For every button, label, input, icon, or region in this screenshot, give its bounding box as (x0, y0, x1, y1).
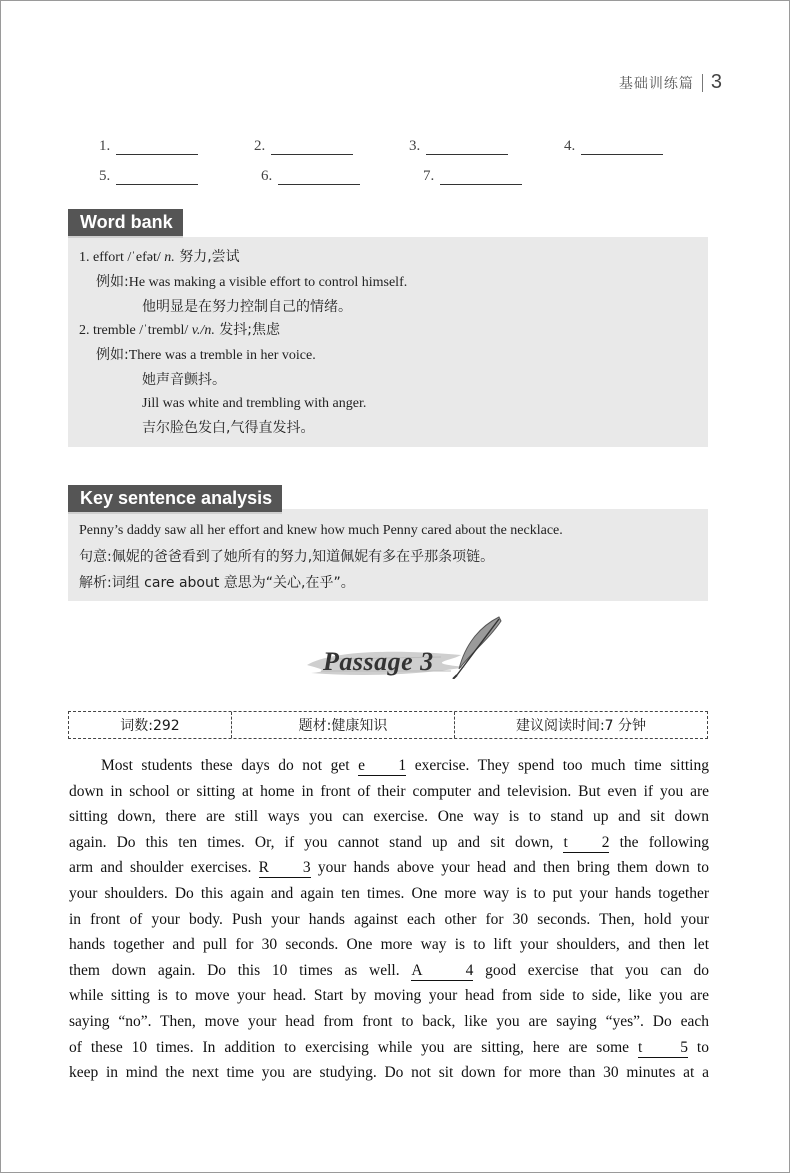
key-sentence: Penny’s daddy saw all her effort and knew how much Penny cared about the necklace. (79, 523, 563, 538)
blank-line[interactable] (278, 170, 360, 185)
passage-text: good exercise that you can do (473, 961, 709, 979)
answer-blank[interactable] (261, 168, 423, 185)
blank-number: 4. (564, 138, 576, 154)
passage-line (69, 958, 709, 984)
passage-text: Most students these days do not get (101, 757, 359, 774)
word-bank-title: Word bank (68, 209, 183, 238)
passage-text: to (687, 1038, 709, 1056)
blank-number: 2. (254, 138, 266, 154)
blank-number: 6. (261, 168, 273, 184)
blank-row (99, 125, 719, 155)
blank-line[interactable] (426, 140, 508, 155)
passage-text: saying “no”. Then, move your head from front to back, like you are saying “yes”. Do each (69, 1012, 709, 1030)
blank-number: 3. (409, 138, 421, 154)
answer-blank[interactable] (564, 138, 719, 155)
passage-text: while sitting is to move your head. Start by moving your head from side to side, like you are (69, 987, 709, 1005)
passage-line (69, 1035, 709, 1061)
passage-text: exercise. They spend too much time sitting (406, 757, 709, 774)
passage-text: keep in mind the next time you are studying. Do not sit down for more than 30 minutes at a (69, 1064, 709, 1082)
passage-text: hands together and pull for 30 seconds. One more way is to lift your shoulders, and then let (69, 936, 709, 954)
example-label: 例如: (96, 274, 129, 290)
passage-text: the following (609, 833, 709, 851)
key-sentence-title: Key sentence analysis (68, 485, 282, 514)
part-of-speech: n. (164, 250, 175, 265)
passage-text: down in school or sitting at home in front of their computer and television. But even if you are (69, 782, 709, 800)
passage-title: Passage 3 (323, 647, 434, 676)
word-entry-tremble (79, 318, 366, 440)
page-number: 3 (710, 71, 723, 93)
example-zh: 她声音颤抖。 (142, 372, 226, 388)
passage-line (69, 881, 709, 907)
gap-fill-blank[interactable]: t 2 (563, 833, 610, 851)
headword: 1. effort /ˈefət/ (79, 250, 165, 265)
blank-number: 7. (423, 168, 435, 184)
passage-line (69, 1009, 709, 1035)
passage-body (69, 753, 709, 1086)
example-en: He was making a visible effort to control himself. (128, 275, 408, 290)
example-en: There was a tremble in her voice. (128, 348, 316, 363)
passage-line (69, 855, 709, 881)
passage-text: sitting down, there are still ways you can exercise. One way is to stand up and sit down (69, 808, 709, 826)
sentence-meaning: 句意:佩妮的爸爸看到了她所有的努力,知道佩妮有多在乎那条项链。 (79, 549, 495, 565)
gap-fill-blank[interactable]: e 1 (358, 757, 407, 774)
passage-text: in front of your body. Push your hands against each other for 30 seconds. Then, hold your (69, 910, 709, 928)
blank-line[interactable] (271, 140, 353, 155)
passage-text: them down again. Do this 10 times as well. (69, 961, 412, 979)
passage-line (69, 932, 709, 958)
answer-blank[interactable] (99, 138, 254, 155)
word-entry-effort (79, 245, 407, 319)
blank-row (99, 155, 719, 185)
feather-quill-icon (449, 613, 509, 679)
answer-blank[interactable] (423, 168, 585, 185)
passage-line (69, 804, 709, 830)
meaning: 努力,尝试 (174, 249, 240, 265)
header-divider (702, 74, 703, 92)
passage-text: arm and shoulder exercises. (69, 859, 259, 877)
headword: 2. tremble /ˈtrembl/ (79, 323, 192, 338)
passage-text: your hands above your head and then bring them down to (310, 859, 709, 877)
word-count: 词数:292 (69, 712, 232, 738)
gap-fill-blank[interactable]: R 3 (258, 859, 311, 877)
part-of-speech: v./n. (191, 323, 215, 338)
passage-text: of these 10 times. In addition to exercising while you are sitting, here are some (69, 1038, 638, 1056)
example-label: 例如: (96, 347, 129, 363)
answer-blank[interactable] (254, 138, 409, 155)
gap-fill-blank[interactable]: t 5 (637, 1038, 688, 1056)
blank-line[interactable] (116, 140, 198, 155)
passage-info-table (68, 711, 708, 739)
example-zh: 吉尔脸色发白,气得直发抖。 (142, 420, 315, 436)
blank-number: 5. (99, 168, 111, 184)
passage-line (69, 983, 709, 1009)
passage-text: your shoulders. Do this again and again ten times. One more way is to put your hands together (69, 884, 709, 902)
reading-time: 建议阅读时间:7 分钟 (515, 718, 647, 734)
passage-line (69, 753, 709, 779)
answer-blank[interactable] (409, 138, 564, 155)
topic: 题材:健康知识 (232, 712, 455, 738)
passage-line (69, 907, 709, 933)
section-name: 基础训练篇 (618, 75, 694, 92)
blank-number: 1. (99, 138, 111, 154)
blank-line[interactable] (116, 170, 198, 185)
example-zh: 他明显是在努力控制自己的情绪。 (142, 299, 352, 315)
answer-blanks (99, 125, 719, 185)
key-sentence-content (79, 518, 563, 596)
meaning: 发抖;焦虑 (214, 322, 280, 338)
answer-blank[interactable] (99, 168, 261, 185)
gap-fill-blank[interactable]: A 4 (411, 961, 474, 979)
blank-line[interactable] (581, 140, 663, 155)
passage-text: again. Do this ten times. Or, if you cannot stand up and sit down, (69, 833, 564, 851)
running-header (619, 71, 723, 94)
passage-line (69, 1060, 709, 1086)
passage-line (69, 830, 709, 856)
example-en: Jill was white and trembling with anger. (142, 396, 367, 411)
sentence-analysis: 解析:词组 care about 意思为“关心,在乎”。 (79, 575, 355, 591)
blank-line[interactable] (440, 170, 522, 185)
passage-line (69, 779, 709, 805)
